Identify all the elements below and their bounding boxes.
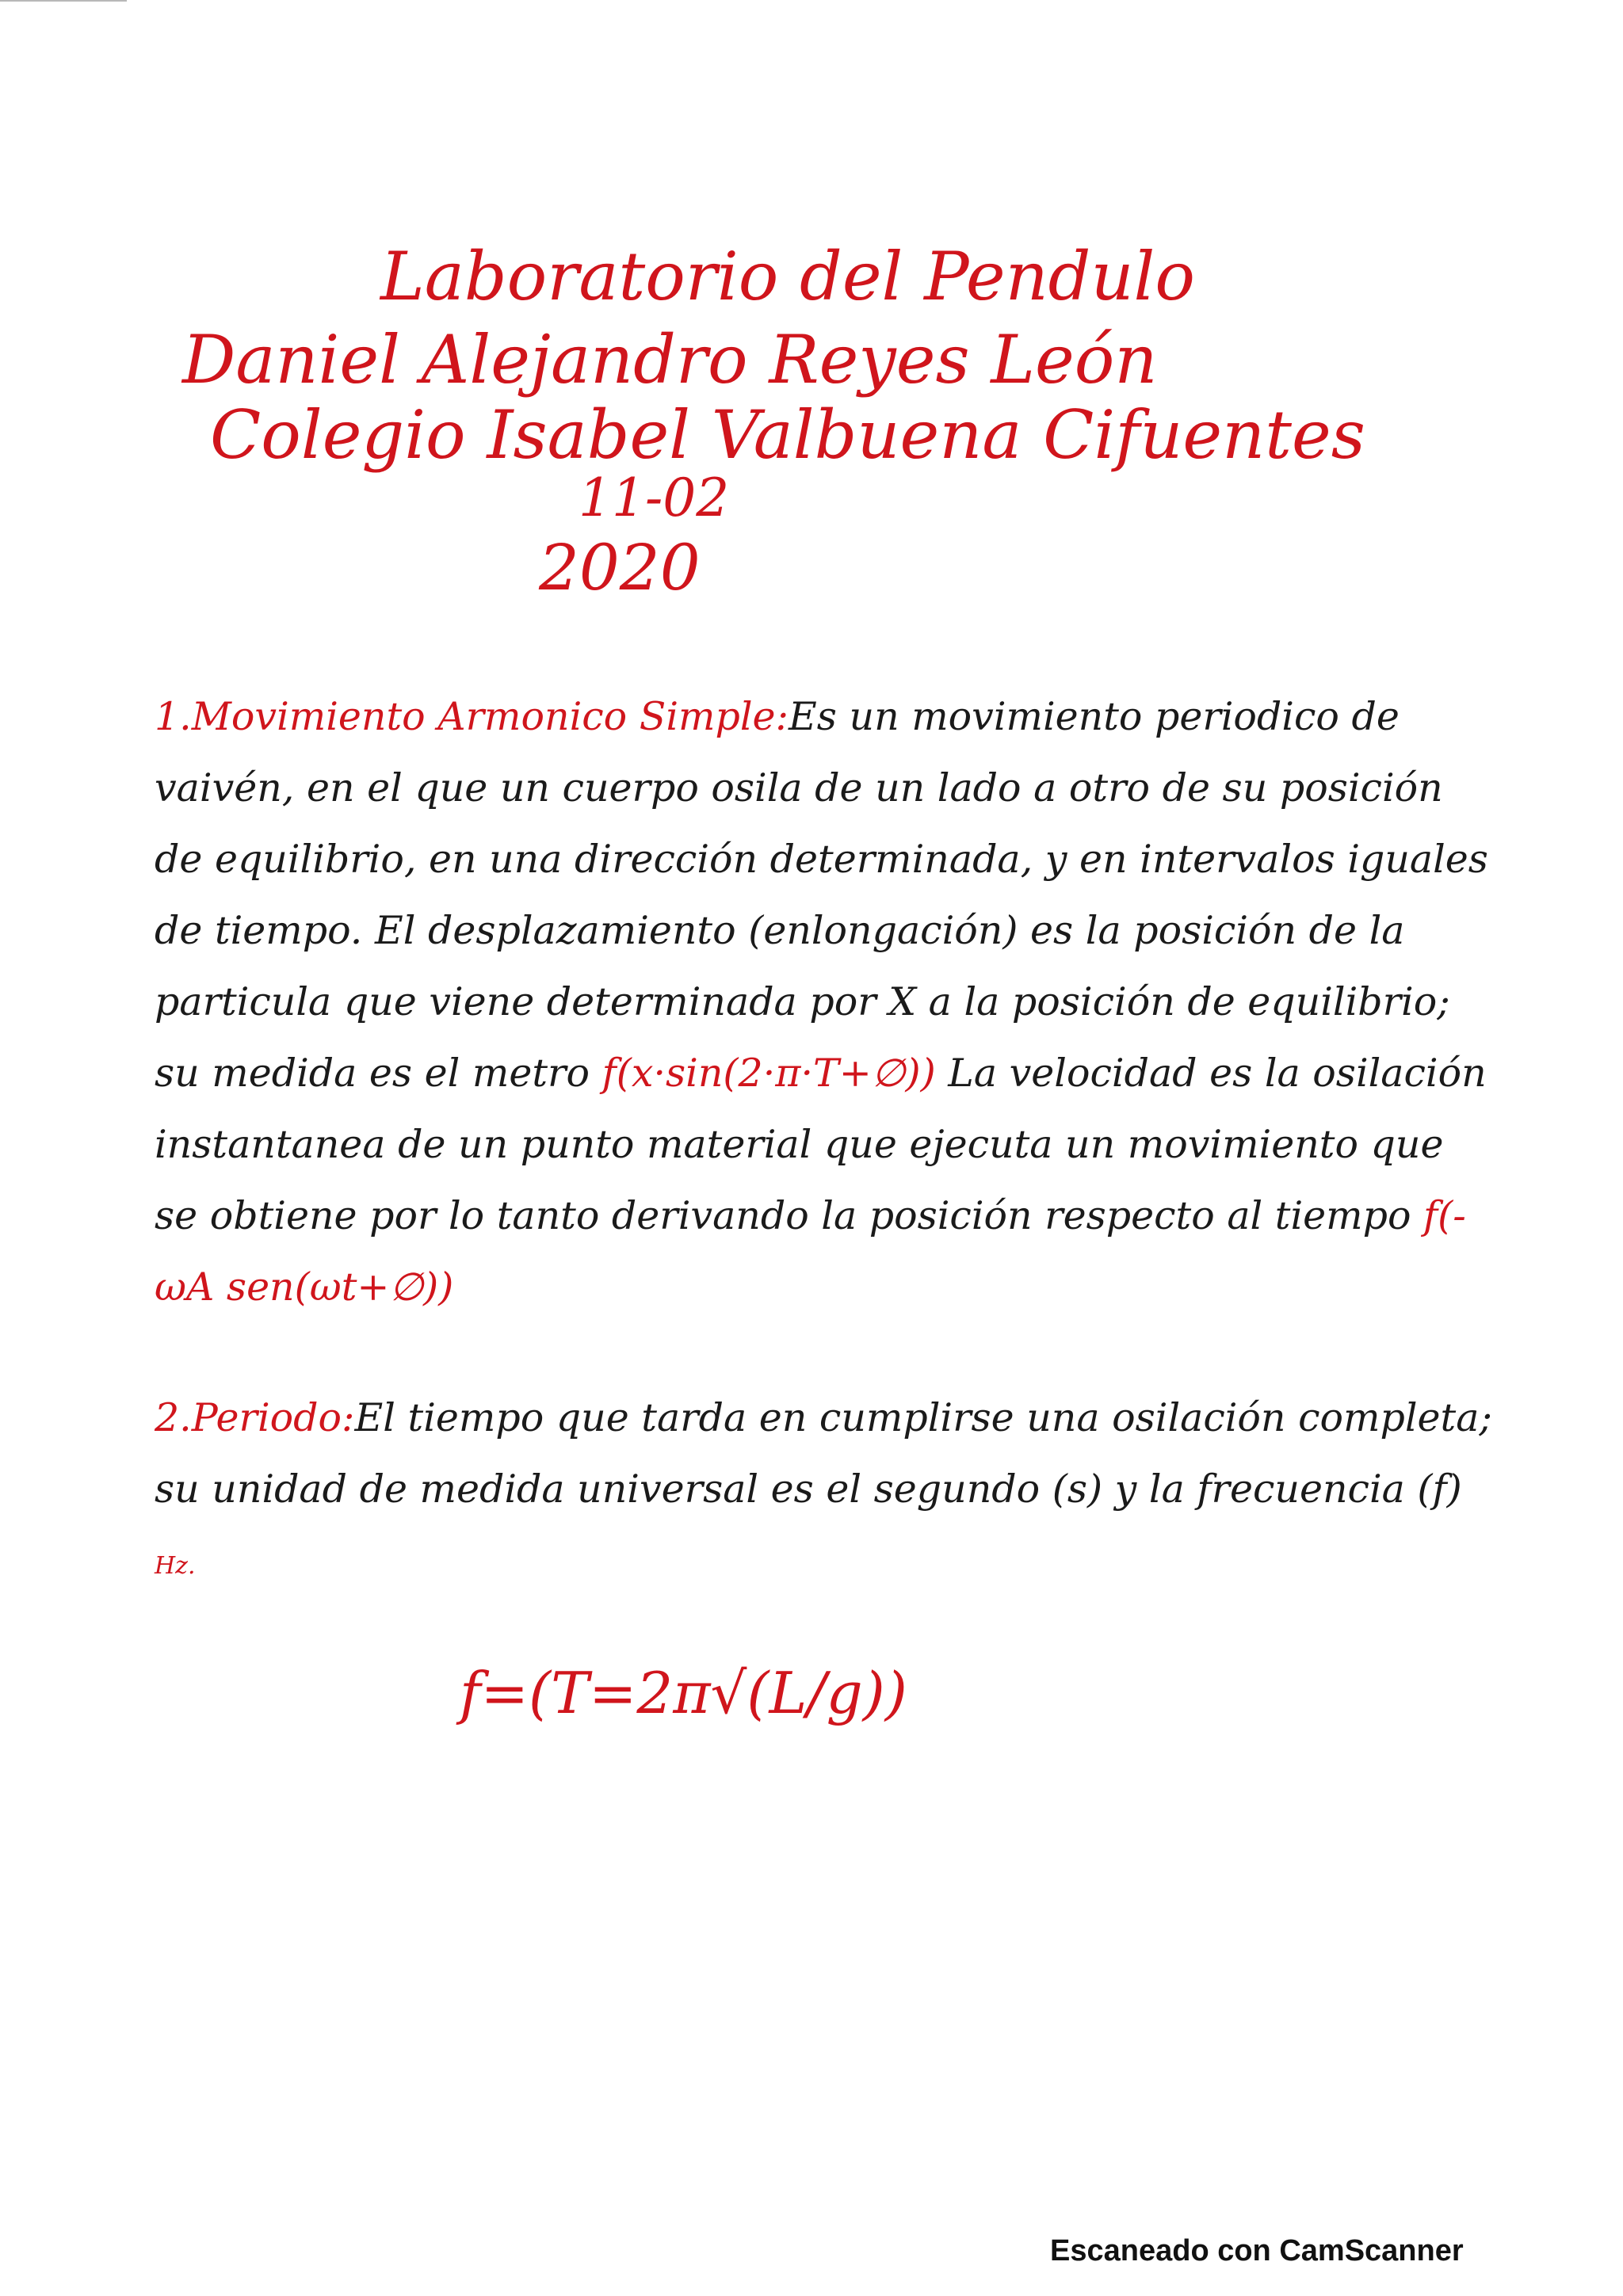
section-1-text-b: El desplazamiento (enlongación) es la posición de la particula que viene determinada por X a la posición de equilibrio; su medida es el metro: [155, 908, 1450, 1096]
school-name: Colegio Isabel Valbuena Cifuentes: [210, 396, 1365, 474]
section-2-heading: 2.Periodo:: [155, 1395, 355, 1440]
student-name: Daniel Alejandro Reyes León: [182, 321, 1158, 399]
scan-edge-mark: [0, 0, 127, 6]
year-label: 2020: [539, 531, 701, 605]
grade-label: 11-02: [579, 467, 730, 528]
position-formula: f(x·sin(2·π·T+∅)): [601, 1051, 936, 1096]
section-1-heading: 1.Movimiento Armonico Simple:: [155, 694, 789, 739]
velocity-formula: f(-ωA sen(ωt+∅)): [155, 1193, 1466, 1310]
section-1-text-c: La velocidad es la osilación instantanea de un punto material que ejecuta un movimiento que se obtiene por lo tanto derivando la posición respecto al tiempo: [155, 1051, 1487, 1238]
camscanner-footer: Escaneado con CamScanner: [1050, 2234, 1464, 2267]
frequency-unit: Hz.: [155, 1552, 196, 1580]
period-formula: f=(T=2π√(L/g)): [460, 1660, 907, 1726]
section-1-paragraph: [155, 681, 1494, 1323]
section-2-text-a: El tiempo que tarda en cumplirse una osilación completa; su unidad de medida universal es el segundo (s) y la frecuencia (f): [155, 1395, 1492, 1512]
section-1-text-a: Es un movimiento periodico de vaivén, en el que un cuerpo osila de un lado a otro de su posición de equilibrio, en una dirección determinada, y en intervalos iguales de tiempo.: [155, 694, 1488, 953]
lab-title: Laboratorio del Pendulo: [380, 238, 1195, 315]
section-2-paragraph: [155, 1383, 1494, 1602]
